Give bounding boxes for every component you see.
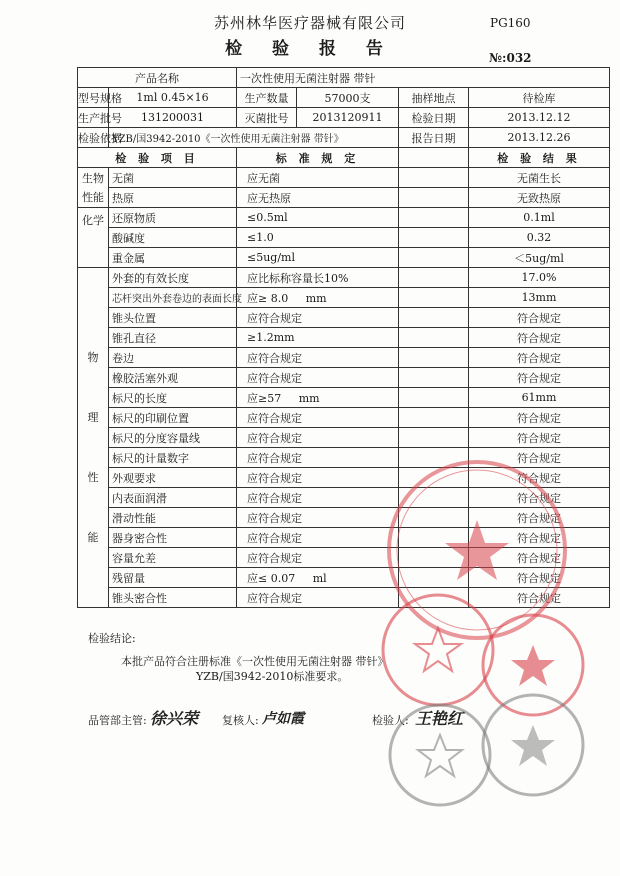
conclusion-line-1: 本批产品符合注册标准《一次性使用无菌注射器 带针》 <box>121 655 389 668</box>
standard-cell: 应≥57 mm <box>237 388 399 408</box>
standard-cell: 应符合规定 <box>237 508 399 528</box>
sample-label: 抽样地点 <box>399 88 469 108</box>
category-bio-2: 性能 <box>78 188 109 208</box>
item-cell: 芯杆突出外套卷边的表面长度 <box>109 288 237 308</box>
standard-cell: 应符合规定 <box>237 488 399 508</box>
spacer-cell <box>399 268 469 288</box>
reviewer-label: 复核人: <box>222 714 259 727</box>
spacer-cell <box>399 168 469 188</box>
standard-cell: ≤1.0 <box>237 228 399 248</box>
category-bio: 生物 <box>78 168 109 188</box>
item-cell: 锥孔直径 <box>109 328 237 348</box>
testdate-label: 检验日期 <box>399 108 469 128</box>
result-cell: 符合规定 <box>469 368 610 388</box>
standard-cell: 应≥ 8.0 mm <box>237 288 399 308</box>
result-cell: 0.32 <box>469 228 610 248</box>
result-cell: 0.1ml <box>469 208 610 228</box>
result-cell: 符合规定 <box>469 448 610 468</box>
info-row-product <box>78 68 610 88</box>
result-cell: 符合规定 <box>469 408 610 428</box>
column-header-row <box>78 148 610 168</box>
result-cell: 61mm <box>469 388 610 408</box>
result-cell: 符合规定 <box>469 348 610 368</box>
info-row-basis <box>78 128 610 148</box>
standard-column-header: 标 准 规 定 <box>237 148 399 168</box>
table-row <box>78 388 610 408</box>
reportdate-label: 报告日期 <box>399 128 469 148</box>
result-cell: 符合规定 <box>469 488 610 508</box>
result-cell: 无菌生长 <box>469 168 610 188</box>
info-row-model <box>78 88 610 108</box>
conclusion-label: 检验结论: <box>88 632 136 645</box>
standard-cell: ≤5ug/ml <box>237 248 399 268</box>
spacer-cell <box>399 328 469 348</box>
item-cell: 标尺的印刷位置 <box>109 408 237 428</box>
spacer-cell <box>399 228 469 248</box>
steril-value: 2013120911 <box>297 108 399 128</box>
sample-value: 待检库 <box>469 88 610 108</box>
document-code: PG160 <box>490 16 531 30</box>
item-cell: 容量允差 <box>109 548 237 568</box>
lot-value: 131200031 <box>109 108 237 128</box>
item-cell: 橡胶活塞外观 <box>109 368 237 388</box>
result-cell: 符合规定 <box>469 568 610 588</box>
table-row <box>78 228 610 248</box>
lot-label: 生产批号 <box>78 108 109 128</box>
basis-value: YZB/国3942-2010《一次性使用无菌注射器 带针》 <box>109 128 399 148</box>
inspector-label: 检验人: <box>372 714 409 727</box>
table-row <box>78 168 610 188</box>
phys-char-4: 能 <box>87 531 99 544</box>
result-cell: 符合规定 <box>469 328 610 348</box>
spacer-cell <box>399 348 469 368</box>
standard-cell: 应无热原 <box>237 188 399 208</box>
manager-signature: 徐兴荣 <box>150 709 199 728</box>
item-cell: 外观要求 <box>109 468 237 488</box>
item-cell: 残留量 <box>109 568 237 588</box>
standard-cell: 应符合规定 <box>237 468 399 488</box>
phys-char-3: 性 <box>87 471 99 484</box>
standard-cell: 应符合规定 <box>237 308 399 328</box>
item-cell: 滑动性能 <box>109 508 237 528</box>
item-cell: 酸碱度 <box>109 228 237 248</box>
item-column-header: 检 验 项 目 <box>78 148 237 168</box>
result-cell: 符合规定 <box>469 428 610 448</box>
item-cell: 热原 <box>109 188 237 208</box>
standard-cell: ≥1.2mm <box>237 328 399 348</box>
item-cell: 锥头位置 <box>109 308 237 328</box>
product-label: 产品名称 <box>78 68 237 88</box>
result-cell: 符合规定 <box>469 468 610 488</box>
standard-cell: 应符合规定 <box>237 548 399 568</box>
reportdate-value: 2013.12.26 <box>469 128 610 148</box>
product-value: 一次性使用无菌注射器 带针 <box>237 68 610 88</box>
table-row <box>78 248 610 268</box>
result-cell: 符合规定 <box>469 508 610 528</box>
item-cell: 标尺的长度 <box>109 388 237 408</box>
result-cell: 符合规定 <box>469 528 610 548</box>
result-cell: 13mm <box>469 288 610 308</box>
result-cell: 符合规定 <box>469 588 610 608</box>
result-cell: 符合规定 <box>469 308 610 328</box>
basis-label: 检验依据 <box>78 128 109 148</box>
standard-cell: 应≤ 0.07 ml <box>237 568 399 588</box>
reviewer-signature: 卢如霞 <box>262 711 304 727</box>
result-cell: 无致热原 <box>469 188 610 208</box>
table-row <box>78 368 610 388</box>
inspector-signature: 王艳红 <box>415 709 464 728</box>
conclusion-line-2: YZB/国3942-2010标准要求。 <box>196 670 349 683</box>
item-cell: 标尺的分度容量线 <box>109 428 237 448</box>
standard-cell: 应符合规定 <box>237 528 399 548</box>
spacer-cell <box>399 428 469 448</box>
qty-value: 57000支 <box>297 88 399 108</box>
table-row <box>78 348 610 368</box>
inspection-seal-stamp-lower-right <box>478 690 588 800</box>
standard-cell: 应符合规定 <box>237 408 399 428</box>
spacer-cell <box>399 148 469 168</box>
table-row <box>78 188 610 208</box>
table-row <box>78 328 610 348</box>
manager-label: 品管部主管: <box>88 714 147 727</box>
standard-cell: 应符合规定 <box>237 588 399 608</box>
table-row <box>78 208 610 228</box>
qty-label: 生产数量 <box>237 88 297 108</box>
item-cell: 外套的有效长度 <box>109 268 237 288</box>
phys-char-2: 理 <box>87 411 99 424</box>
standard-cell: 应符合规定 <box>237 448 399 468</box>
table-row <box>78 428 610 448</box>
standard-cell: 应符合规定 <box>237 428 399 448</box>
phys-char-1: 物 <box>87 351 99 364</box>
standard-cell: 应比标称容量长10% <box>237 268 399 288</box>
item-cell: 锥头密合性 <box>109 588 237 608</box>
spacer-cell <box>399 408 469 428</box>
model-value: 1ml 0.45×16 <box>109 88 237 108</box>
spacer-cell <box>399 248 469 268</box>
item-cell: 还原物质 <box>109 208 237 228</box>
item-cell: 卷边 <box>109 348 237 368</box>
item-cell: 重金属 <box>109 248 237 268</box>
item-cell: 内表面润滑 <box>109 488 237 508</box>
testdate-value: 2013.12.12 <box>469 108 610 128</box>
spacer-cell <box>399 188 469 208</box>
table-row <box>78 408 610 428</box>
spacer-cell <box>399 288 469 308</box>
standard-cell: ≤0.5ml <box>237 208 399 228</box>
result-cell: ＜5ug/ml <box>469 248 610 268</box>
item-cell: 器身密合性 <box>109 528 237 548</box>
category-chem: 化学 <box>78 208 109 268</box>
table-row <box>78 268 610 288</box>
standard-cell: 应无菌 <box>237 168 399 188</box>
model-label: 型号规格 <box>78 88 109 108</box>
info-row-lot <box>78 108 610 128</box>
spacer-cell <box>399 388 469 408</box>
result-cell: 符合规定 <box>469 548 610 568</box>
result-cell: 17.0% <box>469 268 610 288</box>
standard-cell: 应符合规定 <box>237 348 399 368</box>
table-row <box>78 288 610 308</box>
company-name: 苏州林华医疗器械有限公司 <box>213 14 406 32</box>
report-title: 检 验 报 告 <box>225 39 395 59</box>
item-cell: 标尺的计量数字 <box>109 448 237 468</box>
result-column-header: 检 验 结 果 <box>469 148 610 168</box>
standard-cell: 应符合规定 <box>237 368 399 388</box>
steril-label: 灭菌批号 <box>237 108 297 128</box>
spacer-cell <box>399 368 469 388</box>
category-phys <box>78 268 109 608</box>
spacer-cell <box>399 208 469 228</box>
report-number: №:032 <box>489 51 532 65</box>
spacer-cell <box>399 308 469 328</box>
table-row <box>78 308 610 328</box>
item-cell: 无菌 <box>109 168 237 188</box>
